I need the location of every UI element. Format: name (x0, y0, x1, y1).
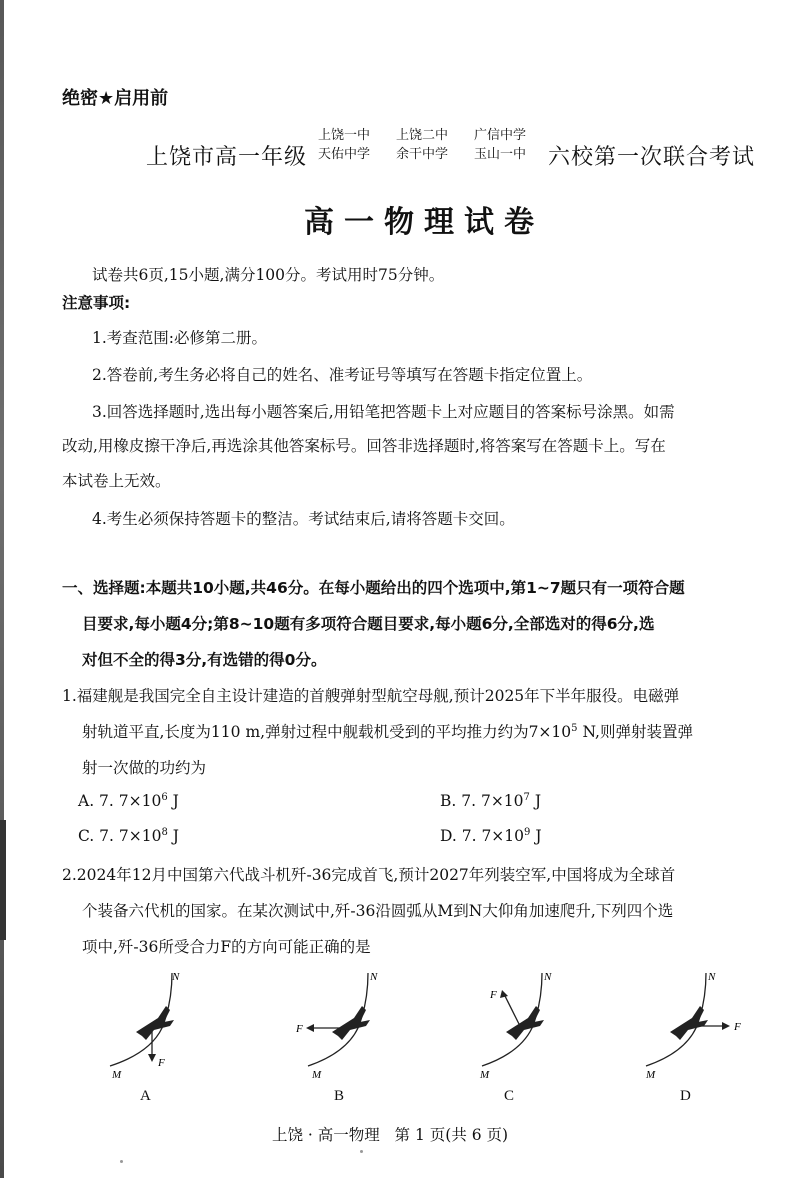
school-row1-2: 上饶二中 (396, 128, 449, 143)
section1-line1: 一、选择题:本题共10小题,共46分。在每小题给出的四个选项中,第1~7题只有一项符合题 (62, 579, 685, 597)
figure-a-jet (136, 1006, 174, 1040)
q1-option-c (78, 827, 179, 845)
q1-line1: 1.福建舰是我国完全自主设计建造的首艘弹射型航空母舰,预计2025年下半年服役。电磁弹 (62, 687, 680, 705)
figure-c-n: N (544, 971, 552, 983)
q1-line2-exp: 5 (571, 723, 578, 734)
q1-option-a-unit: J (167, 792, 179, 810)
figure-d-f: F (734, 1021, 741, 1033)
q1-line2-text: 射轨道平直,长度为110 m,弹射过程中舰载机受到的平均推力约为7×10 (82, 723, 572, 741)
page-footer: 上饶 · 高一物理 第 1 页(共 6 页) (272, 1126, 509, 1144)
scan-speck-2 (360, 1150, 363, 1153)
figure-b (288, 968, 428, 1078)
header-left: 上饶市高一年级 (146, 145, 308, 170)
figure-a-arrowhead (148, 1054, 156, 1062)
q1-option-d-label: D. 7. 7×10 (440, 827, 525, 845)
q2-line2: 个装备六代机的国家。在某次测试中,歼-36沿圆弧从M到N大仰角加速爬升,下列四个选 (82, 902, 674, 920)
q2-line3: 项中,歼-36所受合力F的方向可能正确的是 (82, 938, 371, 956)
secret-mark: 绝密★启用前 (62, 88, 169, 109)
notice-3: 3.回答选择题时,选出每小题答案后,用铅笔把答题卡上对应题目的答案标号涂黑。如需 (92, 403, 675, 421)
q1-option-c-unit: J (167, 827, 179, 845)
figure-a-m: M (112, 1069, 122, 1078)
figure-c-jet (506, 1006, 544, 1040)
scan-edge-dark (0, 820, 6, 940)
figure-d-jet (670, 1006, 708, 1040)
school-row2-3: 玉山一中 (474, 147, 527, 162)
figure-a-f: F (158, 1057, 165, 1069)
q1-option-d-exp: 9 (524, 827, 531, 838)
school-row1-3: 广信中学 (474, 128, 527, 143)
section1-line2: 目要求,每小题4分;第8~10题有多项符合题目要求,每小题6分,全部选对的得6分,选 (82, 615, 655, 633)
q1-option-c-label: C. 7. 7×10 (78, 827, 162, 845)
school-row2-1: 天佑中学 (318, 147, 371, 162)
q1-option-d (440, 827, 542, 845)
notice-4: 4.考生必须保持答题卡的整洁。考试结束后,请将答题卡交回。 (92, 510, 515, 528)
figure-a (100, 968, 240, 1078)
intro: 试卷共6页,15小题,满分100分。考试用时75分钟。 (92, 266, 445, 284)
figure-b-n: N (370, 971, 378, 983)
q1-option-a-label: A. 7. 7×10 (78, 792, 162, 810)
figure-c-f: F (490, 989, 497, 1001)
figure-b-arrowhead (306, 1024, 314, 1032)
q1-option-a-exp: 6 (161, 792, 168, 803)
figure-c-label: C (504, 1088, 515, 1104)
notice-3-cont: 改动,用橡皮擦干净后,再选涂其他答案标号。回答非选择题时,将答案写在答题卡上。写在 (62, 437, 666, 455)
q1-option-b (440, 792, 541, 810)
notice-2: 2.答卷前,考生务必将自己的姓名、准考证号等填写在答题卡指定位置上。 (92, 366, 593, 384)
q1-option-b-unit: J (529, 792, 542, 810)
notice-heading: 注意事项: (62, 294, 131, 312)
page-title: 高一物理试卷 (304, 205, 544, 240)
figure-d (630, 968, 770, 1078)
figure-c (462, 968, 602, 1078)
figure-a-label: A (140, 1088, 151, 1104)
scan-edge (0, 0, 4, 1178)
notice-3-end: 本试卷上无效。 (62, 472, 171, 490)
school-row1-1: 上饶一中 (318, 128, 371, 143)
figure-a-n: N (172, 971, 180, 983)
school-row2-2: 余干中学 (396, 147, 449, 162)
figure-d-arrowhead (722, 1022, 730, 1030)
q1-option-b-label: B. 7. 7×10 (440, 792, 524, 810)
figure-d-n: N (708, 971, 716, 983)
figure-c-m: M (480, 1069, 490, 1078)
section1-line3: 对但不全的得3分,有选错的得0分。 (82, 651, 327, 669)
notice-1: 1.考查范围:必修第二册。 (92, 329, 268, 347)
figure-d-label: D (680, 1088, 691, 1104)
q1-option-a (78, 792, 179, 810)
figure-c-force (504, 994, 520, 1026)
q1-option-c-exp: 8 (161, 827, 168, 838)
figure-b-f: F (296, 1023, 303, 1035)
q2-line1: 2.2024年12月中国第六代战斗机歼-36完成首飞,预计2027年列装空军,中国将成为全球首 (62, 866, 676, 884)
q1-line3: 射一次做的功约为 (82, 759, 207, 777)
figure-b-jet (332, 1006, 370, 1040)
scan-speck (120, 1160, 123, 1163)
figure-b-m: M (312, 1069, 322, 1078)
header-right: 六校第一次联合考试 (548, 145, 756, 170)
q1-option-d-unit: J (530, 827, 542, 845)
q1-line2 (82, 720, 693, 742)
figure-d-m: M (646, 1069, 656, 1078)
figure-b-label: B (334, 1088, 345, 1104)
q1-line2-tail: N,则弹射装置弹 (577, 723, 693, 741)
figure-c-arrowhead (500, 990, 508, 998)
q1-option-b-exp: 7 (523, 792, 530, 803)
